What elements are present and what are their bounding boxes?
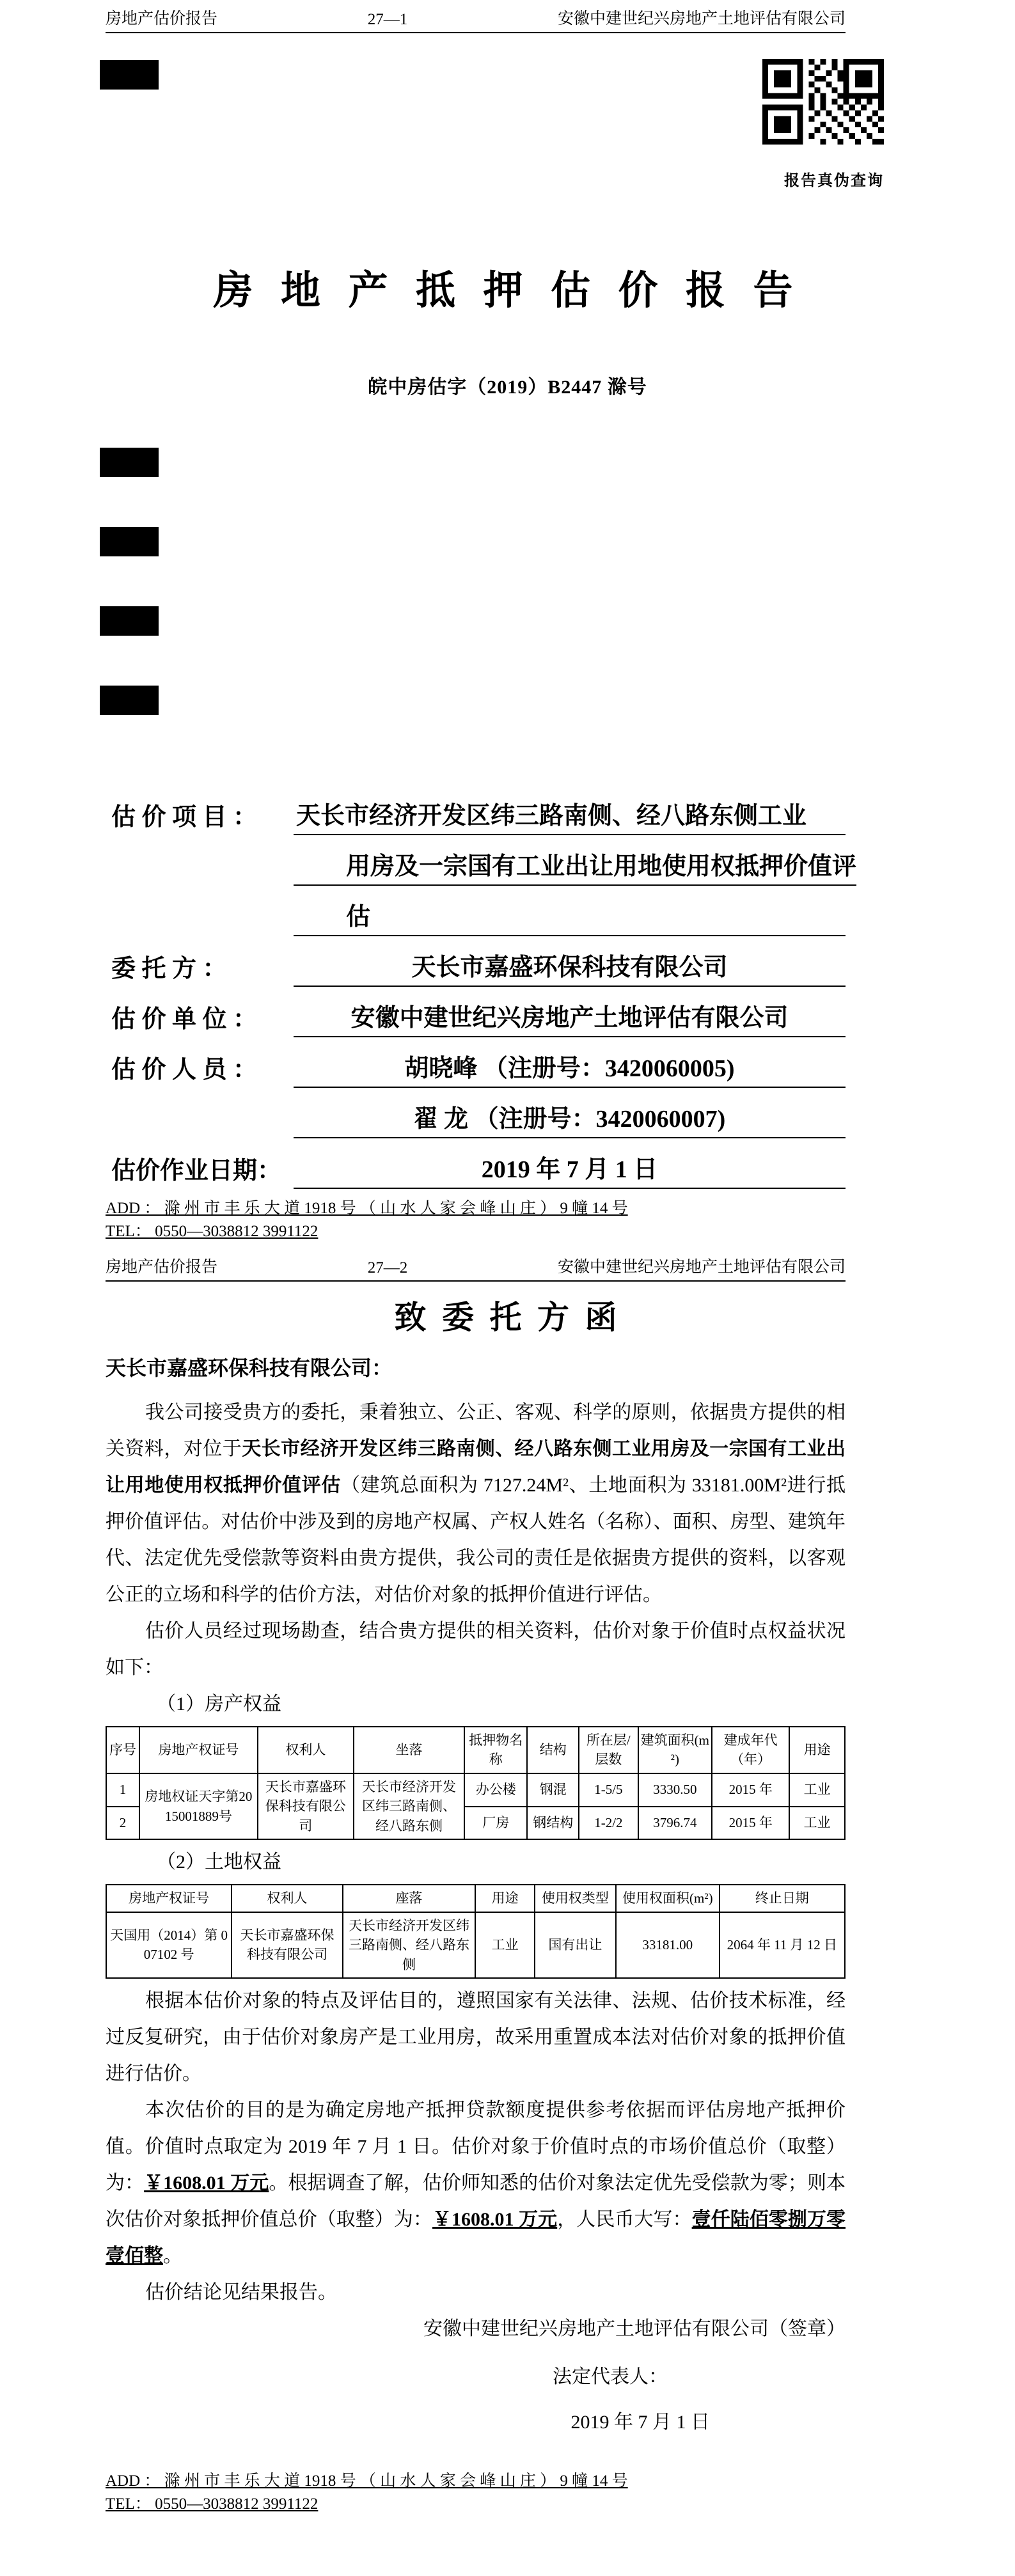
property-rights-table — [106, 1726, 846, 1840]
scan-mark-bar — [100, 527, 159, 556]
table-header-cell: 房地产权证号 — [106, 1885, 232, 1912]
field-row-staff — [111, 1051, 846, 1088]
table-cell: 天长市嘉盛环保科技有限公司 — [232, 1912, 342, 1978]
project-value-line1: 天长市经济开发区纬三路南侧、经八路东侧工业 — [294, 798, 846, 835]
table-cell: 工业 — [789, 1807, 845, 1840]
agency-value: 安徽中建世纪兴房地产土地评估有限公司 — [294, 1000, 846, 1037]
field-row-project-cont — [111, 899, 846, 936]
table-header-cell: 建成年代（年） — [712, 1727, 789, 1773]
agency-label: 估 价 单 位 ： — [111, 1006, 258, 1033]
para1-project-name: 天长市经济开发区纬三路南侧、经八路东侧工业用房及一宗国有工业出让用地使用权抵押价值评估 — [106, 1438, 846, 1496]
footer-address: ADD ： 滁 州 市 丰 乐 大 道 1918 号 （ 山 水 人 家 会 峰 山 庄 ） 9 幢 14 号 — [106, 2472, 628, 2490]
table-cell: 办公楼 — [464, 1773, 527, 1807]
table-header-cell: 用途 — [789, 1727, 845, 1773]
staff-value-1: 胡晓峰 （注册号：3420060005) — [294, 1051, 846, 1088]
table-header-cell: 权利人 — [232, 1885, 342, 1912]
footer-address: ADD ： 滁 州 市 丰 乐 大 道 1918 号 （ 山 水 人 家 会 峰 山 庄 ） 9 幢 14 号 — [106, 1200, 628, 1217]
mortgage-value-amount: ￥1608.01 万元 — [432, 2208, 558, 2230]
page1-footer — [106, 1197, 846, 1243]
staff-value-2: 翟 龙 （注册号：3420060007) — [294, 1101, 846, 1138]
table-cell: 天长市嘉盛环保科技有限公司 — [258, 1773, 354, 1839]
table-header-cell: 建筑面积(m²) — [638, 1727, 712, 1773]
project-value-line2: 用房及一宗国有工业出让用地使用权抵押价值评 — [294, 849, 856, 886]
table-cell: 3330.50 — [638, 1773, 712, 1807]
qr-caption: 报告真伪查询 — [784, 173, 884, 189]
table-header-row — [106, 1885, 845, 1912]
table-cell: 1-2/2 — [579, 1807, 638, 1840]
paragraph-valuation — [106, 2092, 846, 2274]
para4-text-a: 本次估价的目的是为确定房地产抵押贷款额度提供参考依据而评估房地产抵押价值。价值时点取定为 2019 年 7 月 1 日。估价对象于价值时点的市场价值总价（取整）为： — [106, 2099, 846, 2194]
footer-tel: TEL： 0550—3038812 3991122 — [106, 1223, 319, 1240]
table-header-cell: 座落 — [343, 1885, 476, 1912]
table-cell: 工业 — [475, 1912, 534, 1978]
scan-mark-bar — [100, 448, 159, 477]
field-row-project-cont — [111, 849, 857, 886]
signature-company: 安徽中建世纪兴房地产土地评估有限公司（签章） — [423, 2318, 846, 2339]
report-doc-number: 皖中房估字（2019）B2447 滁号 — [368, 377, 647, 398]
para4-text-e: ，人民币大写： — [557, 2208, 692, 2230]
letter-salutation: 天长市嘉盛环保科技有限公司： — [106, 1356, 393, 1379]
para4-text-c: 。根据调查了解，估价师知悉的估价对象法定优先受偿款为零；则本次估价对象抵押价值总价（取整）为： — [106, 2172, 846, 2230]
para1-text-c: （建筑总面积为 7127.24M²、土地面积为 33181.00M²进行抵押价值评估。对估价中涉及到的房地产权属、产权人姓名（名称）、面积、房型、建筑年代、法定优先受偿款等资料由贵方提供，我公司的责任是依据贵方提供的资料，以客观公正的立场和科学的估价方法，对估价对象的抵押价值进行评估。 — [106, 1475, 846, 1605]
header-company: 安徽中建世纪兴房地产土地评估有限公司 — [557, 10, 846, 27]
market-value-amount: ￥1608.01 万元 — [144, 2172, 269, 2194]
paragraph-survey: 估价人员经过现场勘查，结合贵方提供的相关资料，估价对象于价值时点权益状况如下： — [106, 1621, 846, 1678]
table-header-cell: 结构 — [527, 1727, 579, 1773]
paragraph-method: 根据本估价对象的特点及评估目的，遵照国家有关法律、法规、估价技术标准，经过反复研究，由于估价对象房产是工业用房，故采用重置成本法对估价对象的抵押价值进行估价。 — [106, 1990, 846, 2084]
table-header-cell: 用途 — [475, 1885, 534, 1912]
field-row-date — [111, 1152, 846, 1189]
letter-body — [106, 1394, 846, 2440]
table-cell: 房地权证天字第2015001889号 — [139, 1773, 258, 1839]
paragraph-commission — [106, 1394, 846, 1613]
header-doc-type: 房地产估价报告 — [106, 10, 218, 27]
scan-mark-bar — [100, 686, 159, 715]
letter-title: 致 委 托 方 函 — [394, 1300, 621, 1335]
signature-date: 2019 年 7 月 1 日 — [570, 2411, 710, 2433]
para1-text-a: 我公司接受贵方的委托，秉着独立、公正、客观、科学的原则，依据贵方提供的相关资料，对位于 — [106, 1402, 846, 1459]
signature-legal-rep: 法定代表人： — [553, 2366, 668, 2387]
page-1-cover — [0, 0, 1015, 1252]
table-cell: 钢混 — [527, 1773, 579, 1807]
table-cell: 厂房 — [464, 1807, 527, 1840]
table-header-cell: 终止日期 — [720, 1885, 845, 1912]
table-header-cell: 抵押物名称 — [464, 1727, 527, 1773]
field-row-agency — [111, 1000, 846, 1037]
paragraph-conclusion: 估价结论见结果报告。 — [145, 2281, 337, 2303]
report-title: 房 地 产 抵 押 估 价 报 告 — [213, 269, 802, 313]
table-cell: 1-5/5 — [579, 1773, 638, 1807]
page2-footer — [106, 2470, 846, 2516]
table-header-row — [106, 1727, 845, 1773]
table-header-cell: 权利人 — [258, 1727, 354, 1773]
qr-code-icon — [762, 59, 884, 145]
table-cell: 2064 年 11 月 12 日 — [720, 1912, 845, 1978]
project-label: 估 价 项 目 ： — [111, 804, 258, 831]
field-row-project — [111, 798, 846, 835]
footer-tel: TEL： 0550—3038812 3991122 — [106, 2495, 319, 2513]
scan-mark-bar — [100, 606, 159, 636]
page-2-letter — [0, 1252, 1015, 2576]
table-cell: 1 — [106, 1773, 139, 1807]
client-value: 天长市嘉盛环保科技有限公司 — [294, 950, 846, 987]
table-cell: 33181.00 — [616, 1912, 720, 1978]
table-cell: 天国用（2014）第 007102 号 — [106, 1912, 232, 1978]
para4-text-g: 。 — [163, 2245, 182, 2266]
amount-in-words: 壹仟陆佰零捌万零壹佰整 — [106, 2208, 846, 2266]
page1-header — [106, 6, 846, 33]
table-cell: 3796.74 — [638, 1807, 712, 1840]
table-header-cell: 使用权类型 — [535, 1885, 616, 1912]
table-cell: 2015 年 — [712, 1807, 789, 1840]
section-label-property: （1）房产权益 — [157, 1693, 281, 1715]
table-header-cell: 房地产权证号 — [139, 1727, 258, 1773]
project-value-line3: 估 — [294, 899, 846, 936]
header-page-number: 27—1 — [367, 11, 408, 28]
section-label-land: （2）土地权益 — [157, 1851, 281, 1873]
work-date-label: 估价作业日期： — [111, 1158, 282, 1184]
table-cell: 2015 年 — [712, 1773, 789, 1807]
field-row-client — [111, 950, 846, 987]
header-page-number: 27—2 — [367, 1259, 408, 1276]
table-cell: 2 — [106, 1807, 139, 1840]
table-row — [106, 1912, 845, 1978]
table-header-cell: 序号 — [106, 1727, 139, 1773]
work-date-value: 2019 年 7 月 1 日 — [294, 1152, 846, 1189]
table-header-cell: 使用权面积(m²) — [616, 1885, 720, 1912]
client-label: 委 托 方 ： — [111, 955, 227, 982]
table-cell: 天长市经济开发区纬三路南侧、经八路东侧 — [343, 1912, 476, 1978]
page2-header — [106, 1255, 846, 1282]
table-header-cell: 所在层/层数 — [579, 1727, 638, 1773]
header-company: 安徽中建世纪兴房地产土地评估有限公司 — [557, 1259, 846, 1276]
field-row-staff-cont — [111, 1101, 846, 1138]
land-rights-table — [106, 1884, 846, 1979]
staff-label: 估 价 人 员 ： — [111, 1056, 258, 1083]
table-cell: 钢结构 — [527, 1807, 579, 1840]
qr-verification-block — [762, 59, 884, 190]
table-row — [106, 1773, 845, 1807]
table-cell: 天长市经济开发区纬三路南侧、经八路东侧 — [354, 1773, 464, 1839]
table-cell: 国有出让 — [535, 1912, 616, 1978]
scan-mark-bar — [100, 60, 159, 90]
table-header-cell: 坐落 — [354, 1727, 464, 1773]
cover-fields — [111, 798, 857, 1202]
header-doc-type: 房地产估价报告 — [106, 1259, 218, 1276]
table-cell: 工业 — [789, 1773, 845, 1807]
